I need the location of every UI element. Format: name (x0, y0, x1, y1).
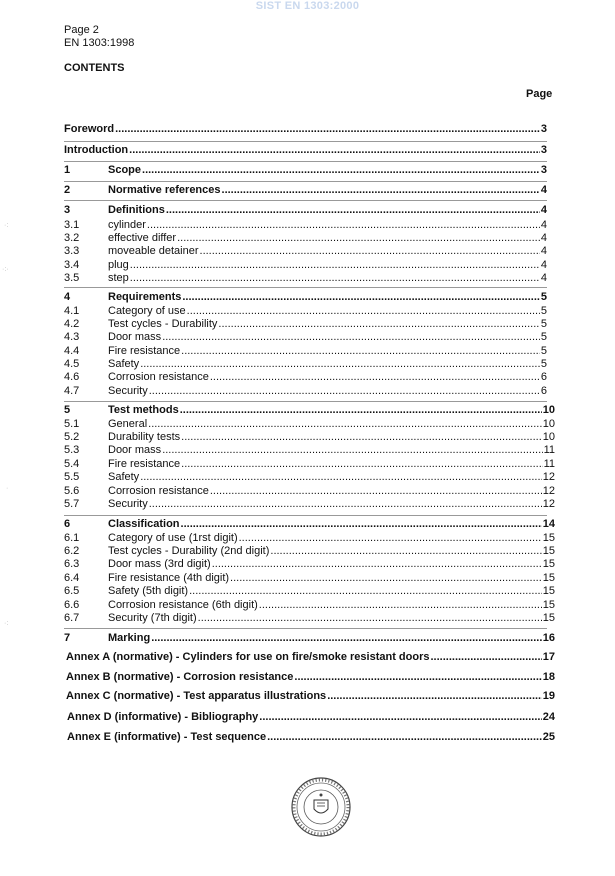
toc-entry (67, 731, 555, 744)
toc-entry-number: 5 (64, 404, 71, 416)
toc-entry (64, 318, 547, 331)
standard-id: EN 1303:1998 (64, 37, 135, 49)
toc-entry-page: 15 (542, 599, 555, 611)
toc-entry (64, 444, 555, 457)
toc-entry-number: 1 (64, 164, 71, 176)
dot-leader (431, 651, 542, 664)
toc-entry-title: Corrosion resistance (6th digit) (108, 599, 258, 611)
toc-entry (64, 219, 547, 232)
dot-leader (181, 518, 542, 531)
dot-leader (327, 690, 542, 703)
section-rule (64, 200, 547, 201)
toc-entry (64, 144, 547, 157)
dot-leader (267, 731, 542, 744)
toc-entry-title: General (108, 418, 148, 430)
dot-leader (259, 599, 542, 612)
toc-entry-title: effective differ (108, 232, 177, 244)
toc-entry (64, 471, 555, 484)
toc-entry-page: 4 (540, 232, 547, 244)
toc-entry (64, 612, 555, 625)
toc-entry (64, 272, 547, 285)
toc-entry-title: Marking (108, 632, 151, 644)
toc-entry-title: cylinder (108, 219, 146, 231)
dot-leader (166, 204, 540, 217)
toc-entry-page: 5 (540, 291, 547, 303)
dot-leader (210, 485, 542, 498)
toc-entry-title: Scope (108, 164, 142, 176)
toc-entry-title: Category of use (108, 305, 186, 317)
toc-entry-title: Classification (108, 518, 180, 530)
toc-entry-title: Corrosion resistance (108, 485, 209, 497)
toc-entry (64, 558, 555, 571)
dot-leader (259, 711, 541, 724)
toc-entry-page: 24 (542, 711, 555, 723)
official-seal-icon (290, 776, 352, 838)
dot-leader (294, 671, 541, 684)
toc-entry-number: 3.3 (64, 245, 80, 257)
scan-speck: ·: (4, 222, 9, 229)
toc-entry-page: 5 (540, 345, 547, 357)
toc-entry-number: 4 (64, 291, 71, 303)
toc-entry-page: 15 (542, 585, 555, 597)
dot-leader (130, 259, 540, 272)
section-rule (64, 287, 547, 288)
toc-entry (64, 545, 555, 558)
dot-leader (182, 291, 540, 304)
toc-entry-page: 4 (540, 259, 547, 271)
toc-entry-page: 15 (542, 558, 555, 570)
toc-entry-title: Normative references (108, 184, 221, 196)
toc-entry-title: Annex D (informative) - Bibliography (67, 711, 259, 723)
dot-leader (239, 532, 542, 545)
toc-entry-page: 5 (540, 331, 547, 343)
toc-entry-title: Durability tests (108, 431, 181, 443)
toc-entry (64, 358, 547, 371)
toc-entry-title: Category of use (1rst digit) (108, 532, 238, 544)
toc-entry (64, 498, 555, 511)
toc-entry-page: 15 (542, 612, 555, 624)
toc-entry-title: Annex C (normative) - Test apparatus illustrations (66, 690, 327, 702)
toc-entry-number: 5.4 (64, 458, 80, 470)
toc-entry-number: 6.1 (64, 532, 80, 544)
toc-entry-page: 14 (542, 518, 555, 530)
toc-entry (64, 123, 547, 136)
toc-entry-page: 12 (542, 471, 555, 483)
toc-entry-page: 3 (540, 123, 547, 135)
page-column-label: Page (526, 88, 553, 100)
toc-entry (64, 418, 555, 431)
contents-title: CONTENTS (64, 62, 125, 74)
toc-entry (64, 331, 547, 344)
toc-entry-number: 6.6 (64, 599, 80, 611)
dot-leader (151, 632, 542, 645)
toc-entry-title: Definitions (108, 204, 165, 216)
toc-entry-number: 5.6 (64, 485, 80, 497)
toc-entry (64, 204, 547, 217)
toc-entry (64, 184, 547, 197)
toc-entry-page: 5 (540, 305, 547, 317)
toc-entry-title: Safety (5th digit) (108, 585, 189, 597)
toc-entry-page: 11 (543, 444, 555, 456)
toc-entry-page: 15 (542, 572, 555, 584)
toc-entry-number: 5.5 (64, 471, 80, 483)
toc-entry-title: Annex B (normative) - Corrosion resistance (66, 671, 294, 683)
page-number: Page 2 (64, 24, 99, 36)
scan-speck: ·: (4, 620, 9, 627)
dot-leader (230, 572, 542, 585)
dot-leader (210, 371, 540, 384)
dot-leader (181, 431, 542, 444)
toc-entry-title: Introduction (64, 144, 129, 156)
toc-entry-page: 10 (542, 404, 555, 416)
toc-entry-number: 5.1 (64, 418, 80, 430)
toc-entry-title: Fire resistance (108, 458, 181, 470)
toc-entry-title: Security (7th digit) (108, 612, 197, 624)
section-rule (64, 161, 547, 162)
toc-entry (64, 585, 555, 598)
dot-leader (149, 498, 542, 511)
dot-leader (130, 272, 540, 285)
toc-entry (64, 164, 547, 177)
dot-leader (198, 612, 542, 625)
dot-leader (140, 471, 542, 484)
toc-entry-page: 5 (540, 358, 547, 370)
scan-speck: · (6, 485, 9, 492)
toc-entry-page: 3 (540, 144, 547, 156)
toc-entry-page: 3 (540, 164, 547, 176)
toc-entry-number: 4.7 (64, 385, 80, 397)
dot-leader (180, 404, 542, 417)
toc-entry-title: Security (108, 498, 148, 510)
toc-entry-page: 16 (542, 632, 555, 644)
toc-entry (64, 345, 547, 358)
toc-entry (64, 385, 547, 398)
toc-entry-title: step (108, 272, 129, 284)
toc-entry (64, 431, 555, 444)
toc-entry-title: Fire resistance (108, 345, 181, 357)
toc-entry (64, 532, 555, 545)
toc-entry (64, 371, 547, 384)
toc-entry (64, 232, 547, 245)
toc-entry-number: 6.4 (64, 572, 80, 584)
toc-entry-number: 5.3 (64, 444, 80, 456)
toc-entry-title: Door mass (108, 331, 162, 343)
toc-entry-title: Fire resistance (4th digit) (108, 572, 230, 584)
dot-leader (162, 331, 540, 344)
toc-entry-title: Annex A (normative) - Cylinders for use on fire/smoke resistant doors (66, 651, 430, 663)
dot-leader (149, 385, 540, 398)
dot-leader (212, 558, 542, 571)
toc-entry-number: 4.1 (64, 305, 80, 317)
toc-entry-title: plug (108, 259, 129, 271)
toc-entry-title: Safety (108, 471, 140, 483)
toc-entry-page: 25 (542, 731, 555, 743)
dot-leader (140, 358, 540, 371)
toc-entry-number: 4.5 (64, 358, 80, 370)
toc-entry-number: 3.4 (64, 259, 80, 271)
toc-entry-page: 5 (540, 318, 547, 330)
toc-entry (64, 404, 555, 417)
toc-entry-number: 4.4 (64, 345, 80, 357)
toc-entry (66, 651, 555, 664)
dot-leader (147, 219, 540, 232)
dot-leader (218, 318, 539, 331)
dot-leader (222, 184, 540, 197)
scan-speck: ·:· (2, 266, 9, 273)
toc-entry-page: 12 (542, 498, 555, 510)
toc-entry-number: 2 (64, 184, 71, 196)
toc-entry-number: 5.7 (64, 498, 80, 510)
toc-entry-title: Door mass (108, 444, 162, 456)
dot-leader (270, 545, 541, 558)
toc-entry-page: 18 (542, 671, 555, 683)
toc-entry-title: Safety (108, 358, 140, 370)
toc-entry-number: 6.3 (64, 558, 80, 570)
toc-entry (64, 245, 547, 258)
dot-leader (115, 123, 540, 136)
toc-entry (64, 518, 555, 531)
toc-entry-page: 4 (540, 184, 547, 196)
toc-entry-title: Corrosion resistance (108, 371, 209, 383)
toc-entry-number: 3.1 (64, 219, 80, 231)
toc-entry (64, 305, 547, 318)
dot-leader (177, 232, 540, 245)
toc-entry-number: 3 (64, 204, 71, 216)
toc-entry-title: Test methods (108, 404, 179, 416)
dot-leader (187, 305, 540, 318)
dot-leader (181, 345, 540, 358)
toc-entry-page: 12 (542, 485, 555, 497)
dot-leader (129, 144, 540, 157)
toc-entry-number: 5.2 (64, 431, 80, 443)
toc-entry-page: 10 (542, 431, 555, 443)
toc-entry (64, 458, 555, 471)
toc-entry-page: 6 (540, 385, 547, 397)
watermark-header: SIST EN 1303:2000 (255, 0, 360, 12)
toc-entry (64, 572, 555, 585)
section-rule (64, 628, 547, 629)
toc-entry-page: 17 (542, 651, 555, 663)
toc-entry (66, 671, 555, 684)
toc-entry-page: 4 (540, 245, 547, 257)
toc-entry-title: Test cycles - Durability (2nd digit) (108, 545, 270, 557)
toc-entry (64, 259, 547, 272)
toc-entry-page: 4 (540, 204, 547, 216)
toc-entry-page: 19 (542, 690, 555, 702)
toc-entry-number: 7 (64, 632, 71, 644)
toc-entry (64, 599, 555, 612)
section-rule (64, 181, 547, 182)
toc-entry-number: 4.2 (64, 318, 80, 330)
toc-entry (67, 711, 555, 724)
toc-entry-title: moveable detainer (108, 245, 199, 257)
toc-entry-title: Foreword (64, 123, 115, 135)
dot-leader (148, 418, 542, 431)
dot-leader (189, 585, 542, 598)
toc-entry-number: 3.5 (64, 272, 80, 284)
toc-entry-number: 6.2 (64, 545, 80, 557)
toc-entry-page: 15 (542, 532, 555, 544)
toc-entry-number: 4.3 (64, 331, 80, 343)
toc-entry-number: 6 (64, 518, 71, 530)
toc-entry-title: Door mass (3rd digit) (108, 558, 211, 570)
toc-entry-page: 4 (540, 219, 547, 231)
toc-entry-page: 11 (543, 458, 555, 470)
toc-entry-page: 4 (540, 272, 547, 284)
section-rule (64, 401, 547, 402)
toc-entry-title: Security (108, 385, 148, 397)
dot-leader (181, 458, 542, 471)
toc-entry-title: Annex E (informative) - Test sequence (67, 731, 267, 743)
toc-entry (64, 485, 555, 498)
dot-leader (162, 444, 542, 457)
toc-entry-title: Test cycles - Durability (108, 318, 218, 330)
section-rule (64, 141, 547, 142)
toc-entry-title: Requirements (108, 291, 182, 303)
toc-entry-page: 10 (542, 418, 555, 430)
toc-entry-number: 3.2 (64, 232, 80, 244)
toc-entry-page: 6 (540, 371, 547, 383)
toc-entry-number: 4.6 (64, 371, 80, 383)
toc-entry-number: 6.7 (64, 612, 80, 624)
toc-entry (64, 632, 555, 645)
section-rule (64, 515, 547, 516)
dot-leader (142, 164, 540, 177)
toc-entry (64, 291, 547, 304)
dot-leader (200, 245, 540, 258)
toc-entry-page: 15 (542, 545, 555, 557)
toc-entry-number: 6.5 (64, 585, 80, 597)
toc-entry (66, 690, 555, 703)
